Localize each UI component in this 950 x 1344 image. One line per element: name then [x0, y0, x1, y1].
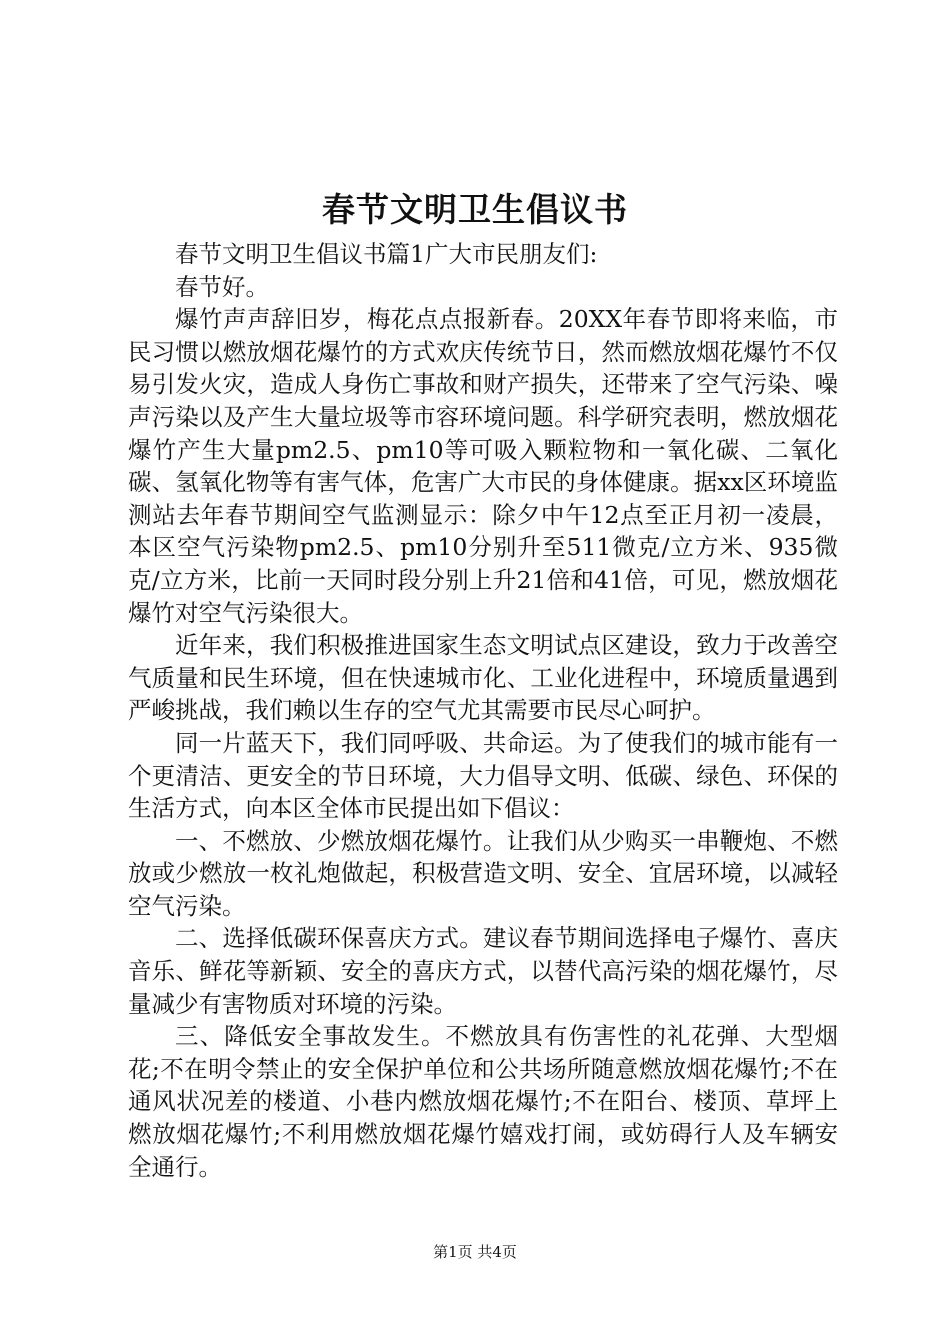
page-footer: 第1页 共4页 — [433, 1243, 517, 1261]
paragraph-salutation: 春节好。 — [175, 272, 269, 301]
paragraph-proposal-3: 三、降低安全事故发生。不燃放具有伤害性的礼花弹、大型烟花;不在明令禁止的安全保护单位和公共场所随意燃放烟花爆竹;不在通风状况差的楼道、小巷内燃放烟花爆竹;不在阳台、楼顶、草坪上燃放烟花爆竹;不利用燃放烟花爆竹嬉戏打闹，或妨碍行人及车辆安全通行。 — [128, 1022, 838, 1181]
paragraph-greeting: 春节文明卫生倡议书篇1广大市民朋友们: — [175, 240, 598, 268]
paragraph-recent-years: 近年来，我们积极推进国家生态文明试点区建设，致力于改善空气质量和民生环境，但在快速城市化、工业化进程中，环境质量遇到严峻挑战，我们赖以生存的空气尤其需要市民尽心呵护。 — [128, 631, 838, 725]
paragraph-proposal-intro: 同一片蓝天下，我们同呼吸、共命运。为了使我们的城市能有一个更清洁、更安全的节日环境，大力倡导文明、低碳、绿色、环保的生活方式，向本区全体市民提出如下倡议： — [128, 728, 838, 823]
paragraph-proposal-1: 一、不燃放、少燃放烟花爆竹。让我们从少购买一串鞭炮、不燃放或少燃放一枚礼炮做起，积极营造文明、安全、宜居环境，以减轻空气污染。 — [128, 826, 838, 920]
paragraph-proposal-2: 二、选择低碳环保喜庆方式。建议春节期间选择电子爆竹、喜庆音乐、鲜花等新颖、安全的喜庆方式，以替代高污染的烟花爆竹，尽量减少有害物质对环境的污染。 — [128, 924, 838, 1018]
document-title: 春节文明卫生倡议书 — [322, 190, 628, 229]
paragraph-background: 爆竹声声辞旧岁，梅花点点报新春。20XX年春节即将来临，市民习惯以燃放烟花爆竹的方式欢庆传统节日，然而燃放烟花爆竹不仅易引发火灾，造成人身伤亡事故和财产损失，还带来了空气污染、噪声污染以及产生大量垃圾等市容环境问题。科学研究表明，燃放烟花爆竹产生大量pm2.5、pm10等可吸入颗粒物和一氧化碳、二氧化碳、氢氧化物等有害气体，危害广大市民的身体健康。据xx区环境监测站去年春节期间空气监测显示：除夕中午12点至正月初一凌晨，本区空气污染物pm2.5、pm10分别升至511微克/立方米、935微克/立方米，比前一天同时段分别上升21倍和41倍，可见，燃放烟花爆竹对空气污染很大。 — [128, 305, 838, 627]
document-body — [128, 238, 838, 1183]
